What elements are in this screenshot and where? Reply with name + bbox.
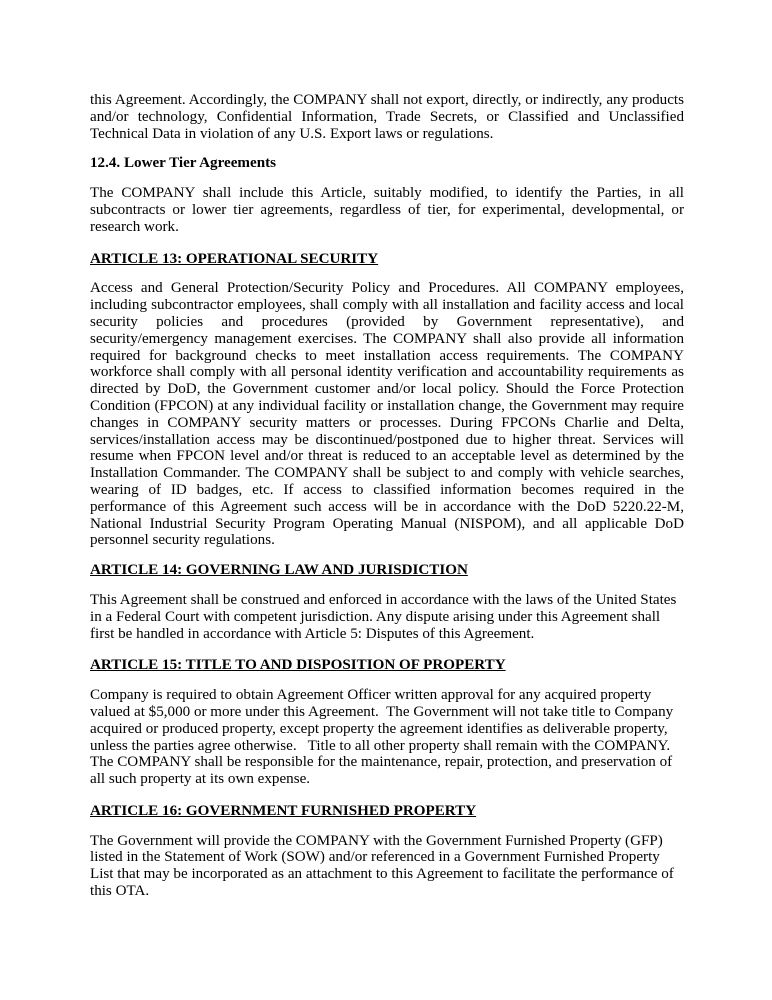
article-heading: ARTICLE 15: TITLE TO AND DISPOSITION OF PROPERTY	[90, 657, 506, 674]
body-paragraph: Access and General Protection/Security Policy and Procedures. All COMPANY employees, including subcontractor employees, shall comply with all installation and facility access and local security policies and procedures (provided by Government representative), and security/emergency management exercises. The COMPANY shall also provide all information required for background checks to meet installation access requirements. The COMPANY workforce shall comply with all personal identity verification and accountability requirements as directed by DoD, the Government customer and/or local policy. Should the Force Protection Condition (FPCON) at any individual facility or installation change, the Government may require changes in COMPANY security matters or processes. During FPCONs Charlie and Delta, services/installation access may be discontinued/postponed due to higher threat. Services will resume when FPCON level and/or threat is reduced to an acceptable level as determined by the Installation Commander. The COMPANY shall be subject to and comply with vehicle searches, wearing of ID badges, etc. If access to classified information becomes required in the performance of this Agreement such access will be in accordance with the DoD 5220.22-M, National Industrial Security Program Operating Manual (NISPOM), and all applicable DoD personnel security regulations.	[90, 280, 684, 549]
article-heading: ARTICLE 13: OPERATIONAL SECURITY	[90, 250, 379, 267]
article-heading: ARTICLE 16: GOVERNMENT FURNISHED PROPERTY	[90, 802, 477, 819]
body-paragraph: Company is required to obtain Agreement Officer written approval for any acquired property valued at $5,000 or more under this Agreement. The Government will not take title to Company acquired or produced property, except property the agreement identifies as deliverable property, unless the parties agree otherwise. Title to all other property shall remain with the COMPANY. The COMPANY shall be responsible for the maintenance, repair, protection, and preservation of all such property at its own expense.	[90, 687, 678, 788]
body-paragraph: The COMPANY shall include this Article, suitably modified, to identify the Parties, in all subcontracts or lower tier agreements, regardless of tier, for experimental, developmental, or research work.	[90, 185, 684, 235]
body-paragraph: This Agreement shall be construed and enforced in accordance with the laws of the United States in a Federal Court with competent jurisdiction. Any dispute arising under this Agreement shall first be handled in accordance with Article 5: Disputes of this Agreement.	[90, 591, 681, 642]
subsection-heading: 12.4. Lower Tier Agreements	[90, 155, 276, 172]
article-heading: ARTICLE 14: GOVERNING LAW AND JURISDICTION	[90, 562, 468, 579]
body-paragraph: The Government will provide the COMPANY with the Government Furnished Property (GFP) listed in the Statement of Work (SOW) and/or referenced in a Government Furnished Property List that may be incorporated as an attachment to this Agreement to facilitate the performance of this OTA.	[90, 832, 678, 900]
body-paragraph: this Agreement. Accordingly, the COMPANY shall not export, directly, or indirectly, any products and/or technology, Confidential Information, Trade Secrets, or Classified and Unclassified Technical Data in violation of any U.S. Export laws or regulations.	[90, 92, 684, 142]
